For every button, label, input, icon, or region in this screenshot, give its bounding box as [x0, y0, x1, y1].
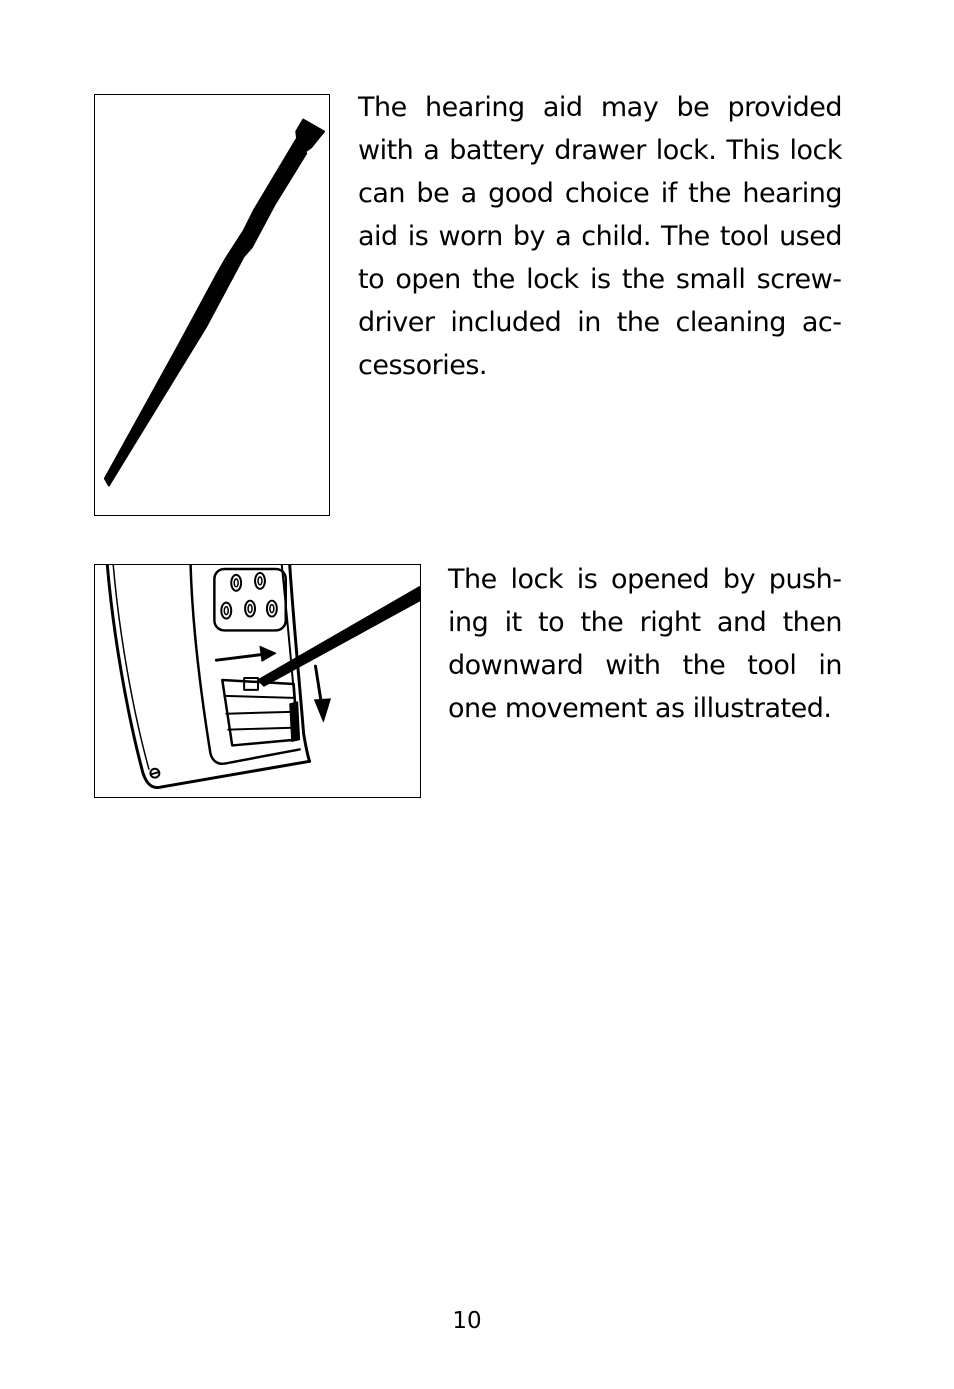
page-number: 10	[452, 1308, 482, 1334]
battery-contacts-icon	[214, 569, 285, 630]
arrow-right-icon	[216, 646, 275, 661]
screwdriver-illustration	[94, 94, 330, 516]
arrow-down-icon	[315, 666, 331, 722]
paragraph-lock-instructions: The lock is opened by pushing it to the right and then downward with the tool in one movement as illustrated.	[448, 564, 842, 724]
screwdriver-icon	[105, 120, 324, 486]
battery-drawer-icon	[222, 678, 299, 745]
paragraph-lock-intro: The hearing aid may be provided with a battery drawer lock. This lock can be a good choice if the hearing aid is worn by a child. The tool used to open the lock is the small screwdriver included in the cleaning accessories.	[358, 92, 842, 381]
lock-opening-illustration	[94, 564, 421, 798]
screwdriver-tip-icon	[258, 587, 420, 686]
